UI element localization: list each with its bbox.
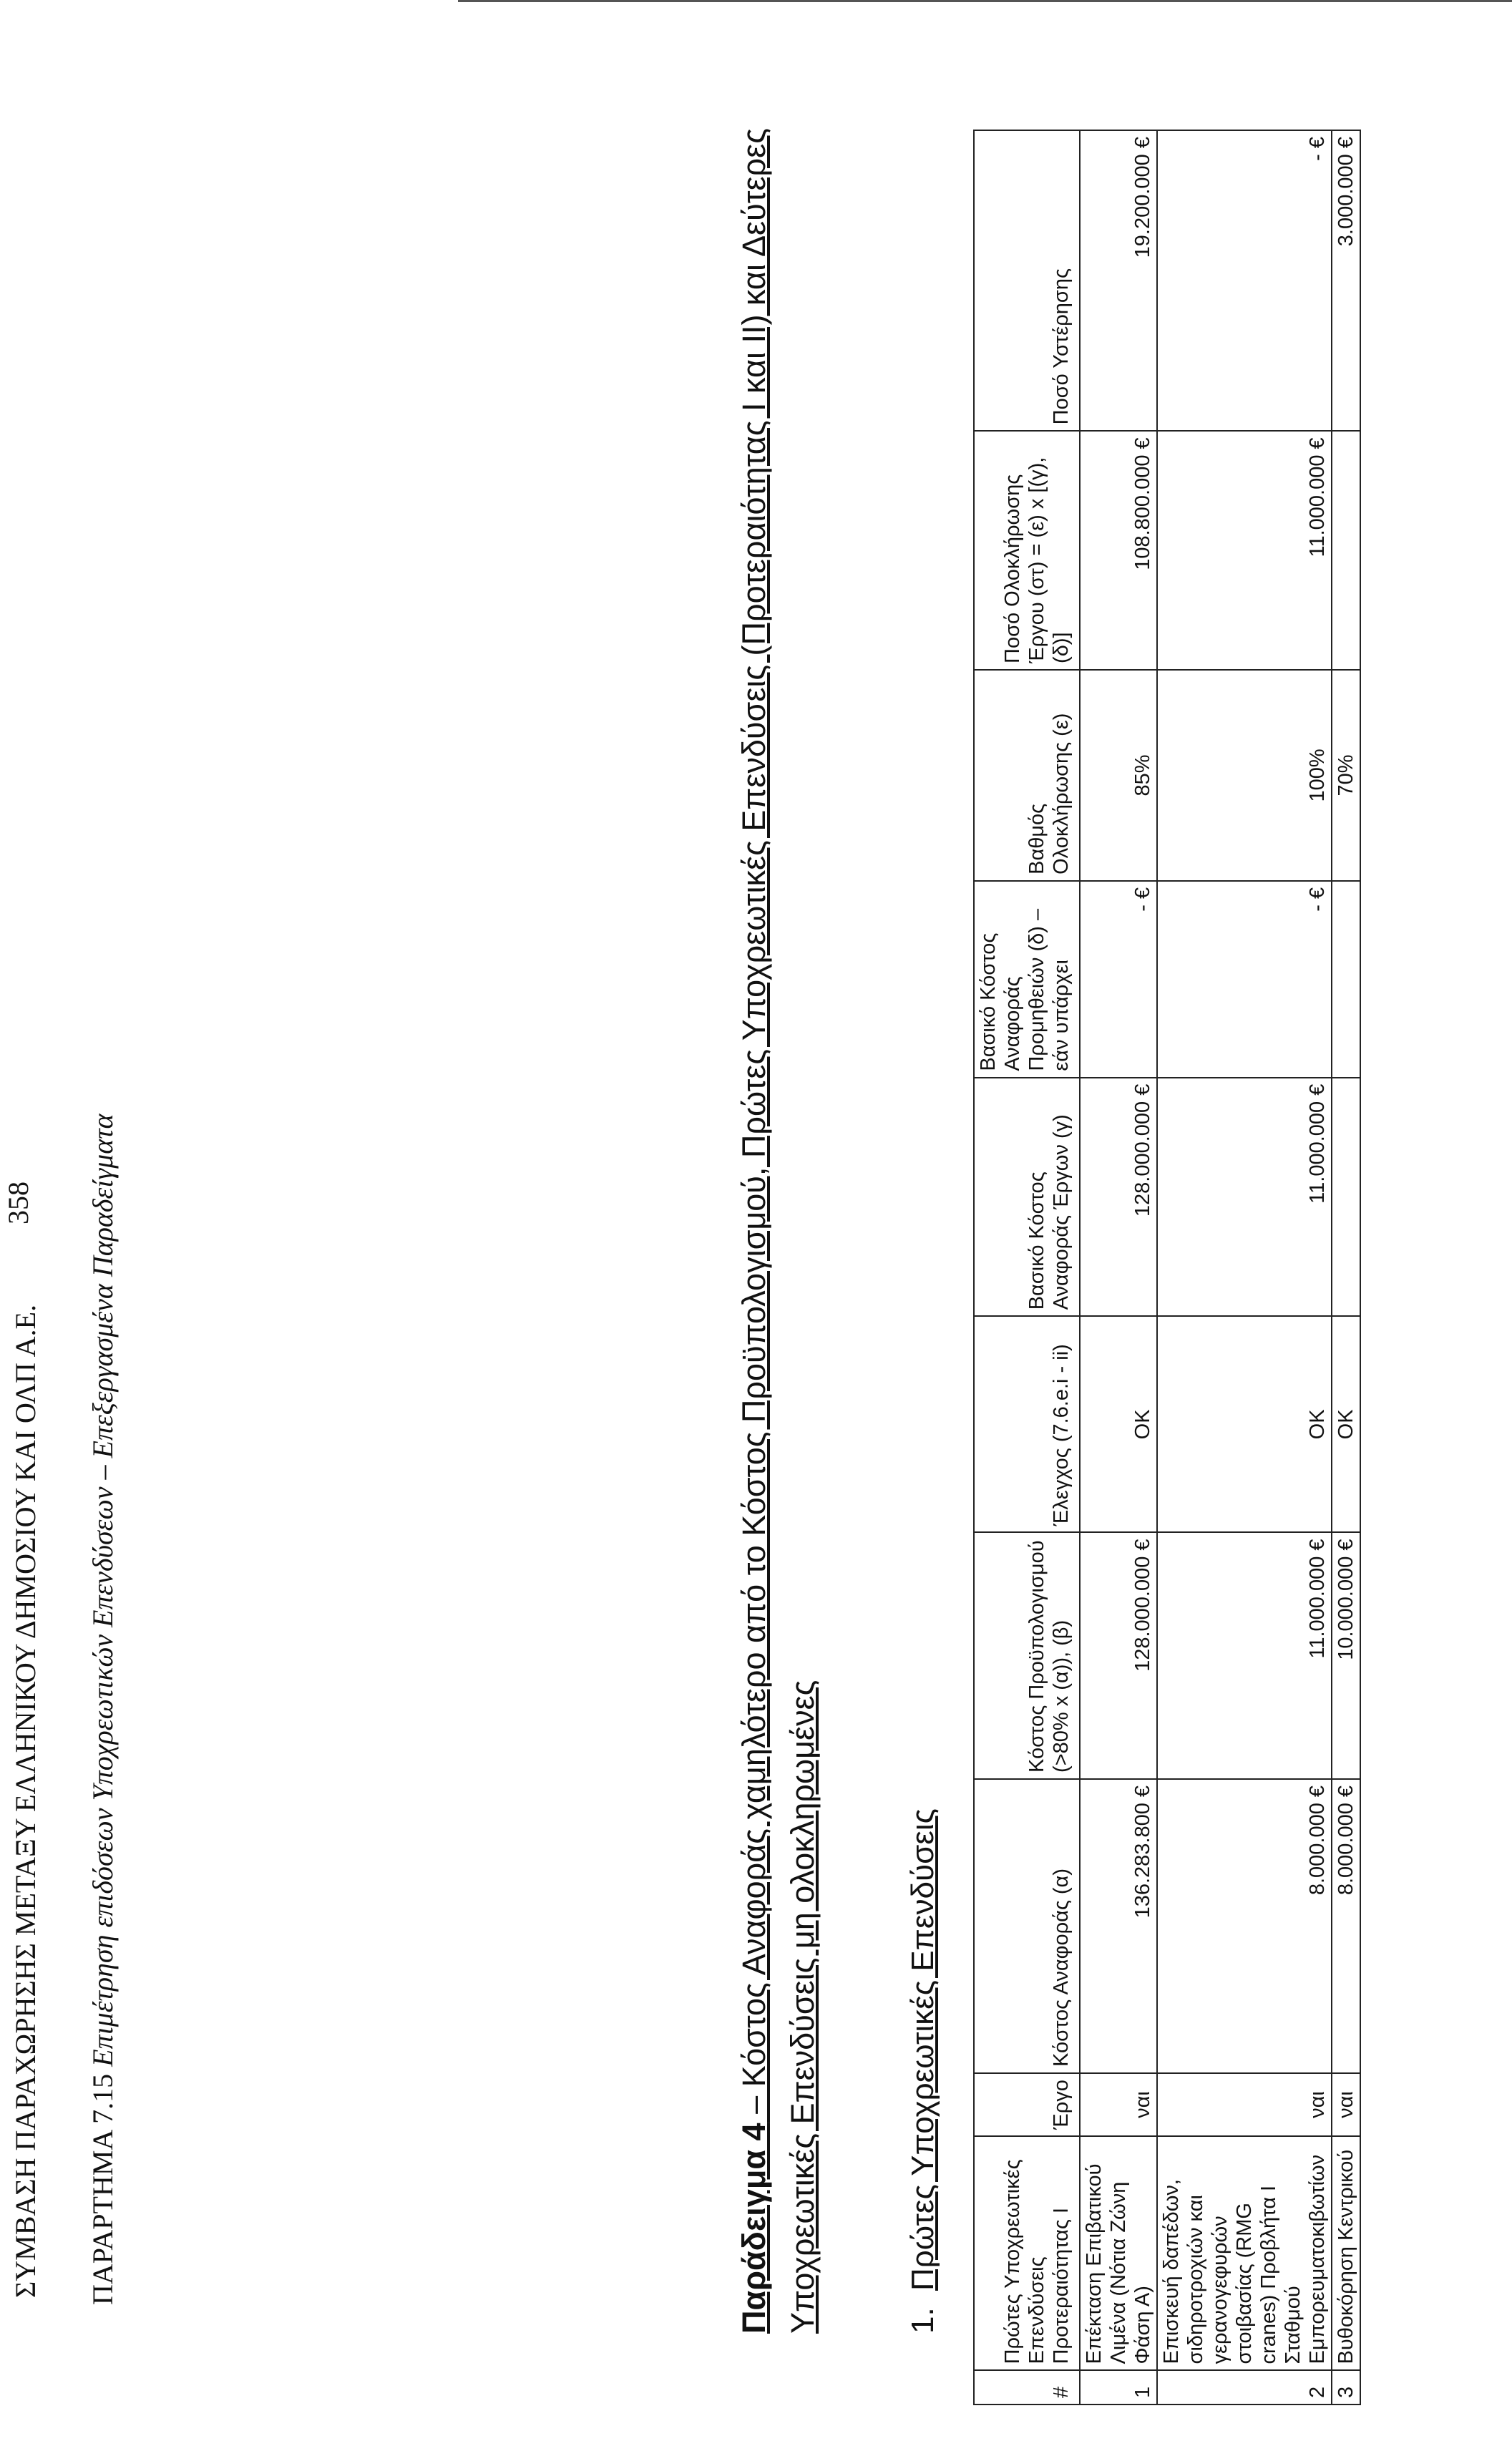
completion-amount-cell: 108.800.000 € xyxy=(1080,431,1157,670)
section-heading xyxy=(905,1808,941,2334)
budget-cost-cell: 11.000.000 € xyxy=(1157,1532,1332,1779)
ergo-cell: ναι xyxy=(1332,2073,1360,2136)
completion-amount-cell xyxy=(1332,431,1360,670)
example-text: – Κόστος Αναφοράς χαμηλότερο από το Κόστος Προϋπολογισμού, Πρώτες Υποχρεωτικές Επενδύσεις (Προτεραιότητας I και II) και Δεύτερες Υποχρεωτικές Επενδύσεις μη ολοκληρωμένες xyxy=(736,128,821,2334)
completion-cell: 70% xyxy=(1332,670,1360,881)
works-cost-cell: 11.000.000 € xyxy=(1157,1078,1332,1317)
header-cell: Ποσό Υστέρησης xyxy=(974,130,1080,431)
header-cell: Βασικό Κόστος Αναφοράς Έργων (γ) xyxy=(974,1078,1080,1317)
works-cost-cell: 128.000.000 € xyxy=(1080,1078,1157,1317)
example-label: Παράδειγμα 4 xyxy=(736,2123,772,2334)
page-number: 358 xyxy=(2,1181,34,1224)
ergo-cell: ναι xyxy=(1080,2073,1157,2136)
reference-cost-cell: 136.283.800 € xyxy=(1080,1779,1157,2073)
supplies-cost-cell: - € xyxy=(1080,881,1157,1078)
reference-cost-cell: 8.000.000 € xyxy=(1332,1779,1360,2073)
completion-cell: 100% xyxy=(1157,670,1332,881)
check-cell: OK xyxy=(1157,1316,1332,1532)
completion-cell: 85% xyxy=(1080,670,1157,881)
completion-amount-cell: 11.000.000 € xyxy=(1157,431,1332,670)
row-number: 3 xyxy=(1332,2370,1360,2405)
budget-cost-cell: 10.000.000 € xyxy=(1332,1532,1360,1779)
table-header-row xyxy=(974,130,1080,2405)
investment-name: Επέκταση Επιβατικού Λιμένα (Νότια Ζώνη Φάση Α) xyxy=(1080,2136,1157,2370)
shortfall-cell: 3.000.000 € xyxy=(1332,130,1360,431)
table-row xyxy=(1157,130,1332,2405)
check-cell: OK xyxy=(1080,1316,1157,1532)
header-cell: Κόστος Προϋπολογισμού (>80% x (α)), (β) xyxy=(974,1532,1080,1779)
investment-name: Βυθοκόρηση Κεντρικού xyxy=(1332,2136,1360,2370)
ergo-cell: ναι xyxy=(1157,2073,1332,2136)
section-title: Πρώτες Υποχρεωτικές Επενδύσεις xyxy=(905,1808,940,2291)
header-cell: Έργο xyxy=(974,2073,1080,2136)
table-row xyxy=(1332,130,1360,2405)
row-number: 1 xyxy=(1080,2370,1157,2405)
header-cell: Κόστος Αναφοράς (α) xyxy=(974,1779,1080,2073)
works-cost-cell xyxy=(1332,1078,1360,1317)
header-cell: Ποσό Ολοκλήρωσης Έργου (στ) = (ε) x [(γ),(δ)] xyxy=(974,431,1080,670)
header-cell: Βαθμός Ολοκλήρωσης (ε) xyxy=(974,670,1080,881)
header-cell: Βασικό Κόστος Αναφοράς Προμηθειών (δ) – εάν υπάρχει xyxy=(974,881,1080,1078)
table-row xyxy=(1080,130,1157,2405)
example-heading xyxy=(730,115,827,2334)
header-cell: Έλεγχος (7.6.e.i - ii) xyxy=(974,1316,1080,1532)
check-cell: OK xyxy=(1332,1316,1360,1532)
investments-table xyxy=(973,130,1361,2405)
reference-cost-cell: 8.000.000 € xyxy=(1157,1779,1332,2073)
annex-prefix: ΠΑΡΑΡΤΗΜΑ 7.15 xyxy=(87,2073,119,2305)
budget-cost-cell: 128.000.000 € xyxy=(1080,1532,1157,1779)
section-number: 1. xyxy=(905,2307,940,2334)
header-cell: Πρώτες Υποχρεωτικές Επενδύσεις Προτεραιότητας I xyxy=(974,2136,1080,2370)
header-cell: # xyxy=(974,2370,1080,2405)
annex-line xyxy=(86,1114,120,2305)
investment-name: Επισκευή δαπέδων, σιδηροτροχιών και γερανογεφυρών στοιβασίας (RMG cranes) Προβλήτα I Σταθμού Εμπορευματοκιβωτίων xyxy=(1157,2136,1332,2370)
row-number: 2 xyxy=(1157,2370,1332,2405)
supplies-cost-cell xyxy=(1332,881,1360,1078)
supplies-cost-cell: - € xyxy=(1157,881,1332,1078)
shortfall-cell: 19.200.000 € xyxy=(1080,130,1157,431)
contract-header: ΣΥΜΒΑΣΗ ΠΑΡΑΧΩΡΗΣΗΣ ΜΕΤΑΞΥ ΕΛΛΗΝΙΚΟΥ ΔΗΜΟΣΙΟΥ ΚΑΙ ΟΛΠ Α.Ε. xyxy=(9,1305,42,2298)
shortfall-cell: - € xyxy=(1157,130,1332,431)
annex-title: Επιμέτρηση επιδόσεων Υποχρεωτικών Επενδύσεων – Επεξεργασμένα Παραδείγματα xyxy=(87,1114,119,2067)
